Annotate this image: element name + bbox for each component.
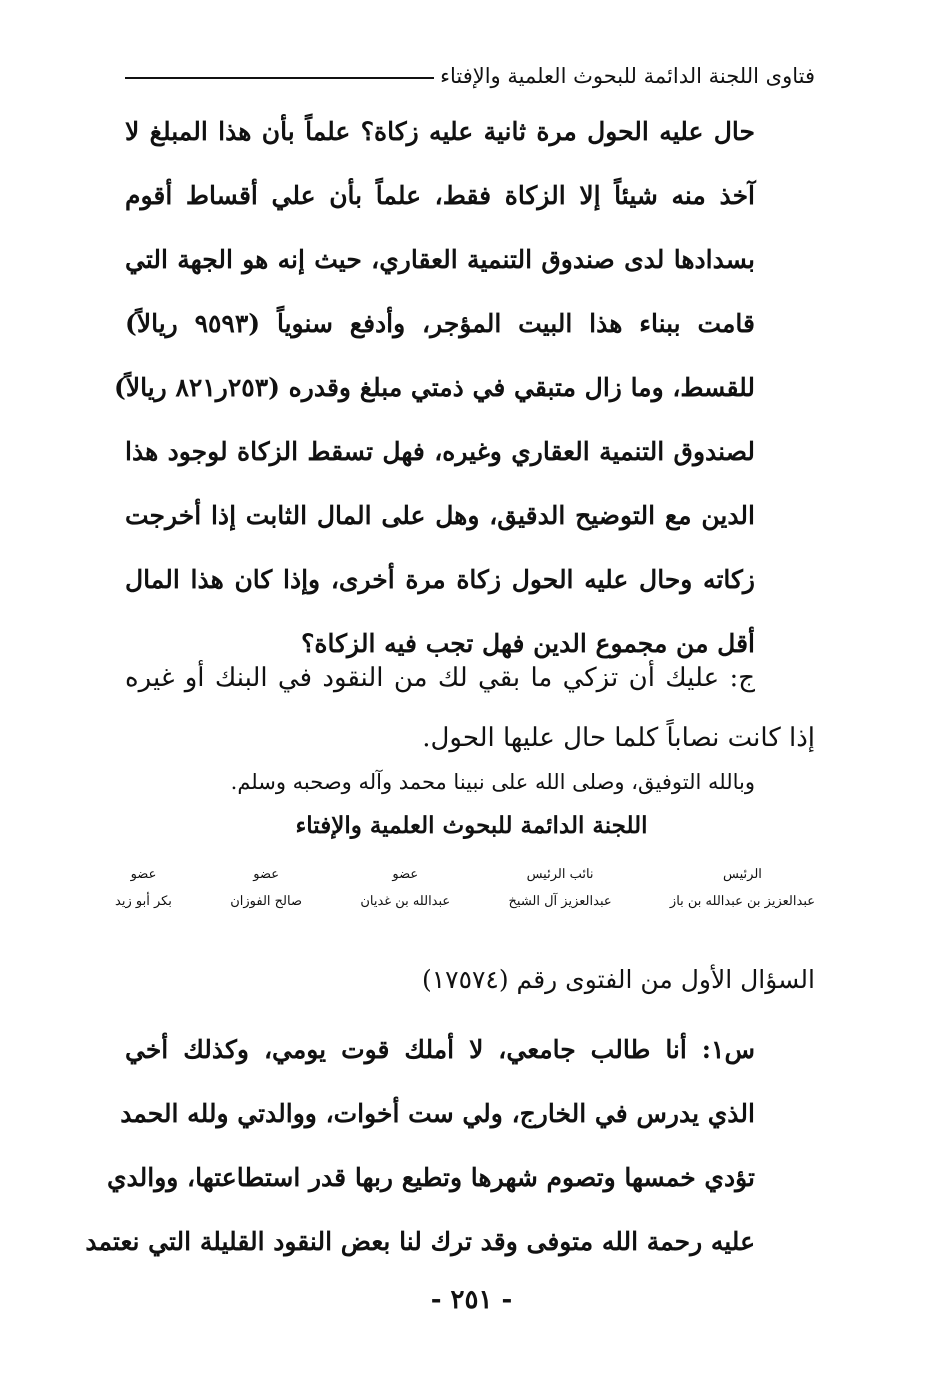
text-line: لصندوق التنمية العقاري وغيره، فهل تسقط الزكاة لوجود هذا [125, 437, 755, 466]
closing-line: وبالله التوفيق، وصلى الله على نبينا محمد وآله وصحبه وسلم. [230, 770, 755, 794]
signatory [509, 862, 612, 916]
signatory-role: عضو [130, 867, 157, 882]
signatory-role: عضو [253, 867, 279, 882]
text-line: زكاته وحال عليه الحول زكاة مرة أخرى، وإذا كان هذا المال [125, 565, 755, 594]
text-line: أقل من مجموع الدين فهل تجب فيه الزكاة؟ [301, 629, 755, 658]
fatwa-question-heading: السؤال الأول من الفتوى رقم (١٧٥٧٤) [421, 965, 815, 994]
text-line: آخذ منه شيئاً إلا الزكاة فقط، علماً بأن علي أقساط أقوم [125, 181, 755, 210]
text-line: ج: عليك أن تزكي ما بقي لك من النقود في البنك أو غيره [125, 663, 755, 693]
header-title: فتاوى اللجنة الدائمة للبحوث العلمية والإفتاء [440, 64, 815, 88]
text-line: بسدادها لدى صندوق التنمية العقاري، حيث إنه هو الجهة التي [125, 245, 755, 274]
signatory [670, 862, 815, 916]
question-continued [114, 100, 755, 676]
signatory-role: نائب الرئيس [526, 867, 594, 882]
text-line: الذي يدرس في الخارج، ولي ست أخوات، ووالدتي ولله الحمد [120, 1099, 755, 1128]
committee-title: اللجنة الدائمة للبحوث العلمية والإفتاء [295, 812, 648, 839]
text-line: قامت ببناء هذا البيت المؤجر، وأدفع سنوياً (٩٥٩٣ ريالاً) [125, 309, 755, 338]
text-line: عليه رحمة الله متوفى وقد ترك لنا بعض النقود القليلة التي نعتمد [85, 1227, 755, 1256]
text-line: حال عليه الحول مرة ثانية عليه زكاة؟ علماً بأن هذا المبلغ لا [125, 117, 755, 146]
text-line: الدين مع التوضيح الدقيق، وهل على المال الثابت إذا أخرجت [125, 501, 755, 530]
header-rule [125, 77, 434, 79]
running-header [125, 58, 815, 94]
signatory-name: عبدالعزيز آل الشيخ [508, 894, 612, 909]
text-line: س١: أنا طالب جامعي، لا أملك قوت يومي، وكذلك أخي [125, 1035, 755, 1064]
text-line: للقسط، وما زال متبقي في ذمتي مبلغ وقدره (٢٥٣ر٨٢١ ريالاً) [114, 373, 755, 402]
signatory-name: عبدالعزيز بن عبدالله بن باز [669, 894, 815, 909]
signatory-name: صالح الفوزان [230, 894, 303, 909]
signatory-role: الرئيس [723, 867, 762, 882]
answer [125, 648, 815, 768]
question-new [85, 1018, 755, 1274]
signatory-role: عضو [392, 867, 419, 882]
signatory [230, 862, 302, 916]
page-number: - ٢٥١ - [430, 1285, 513, 1315]
signatories [115, 862, 815, 916]
text-line: تؤدي خمسها وتصوم شهرها وتطيع ربها قدر استطاعتها، ووالدي [106, 1163, 755, 1192]
text-line: إذا كانت نصاباً كلما حال عليها الحول. [422, 723, 815, 753]
signatory [115, 862, 172, 916]
signatory-name: بكر أبو زيد [115, 894, 172, 909]
signatory [360, 862, 450, 916]
signatory-name: عبدالله بن غديان [360, 894, 451, 909]
